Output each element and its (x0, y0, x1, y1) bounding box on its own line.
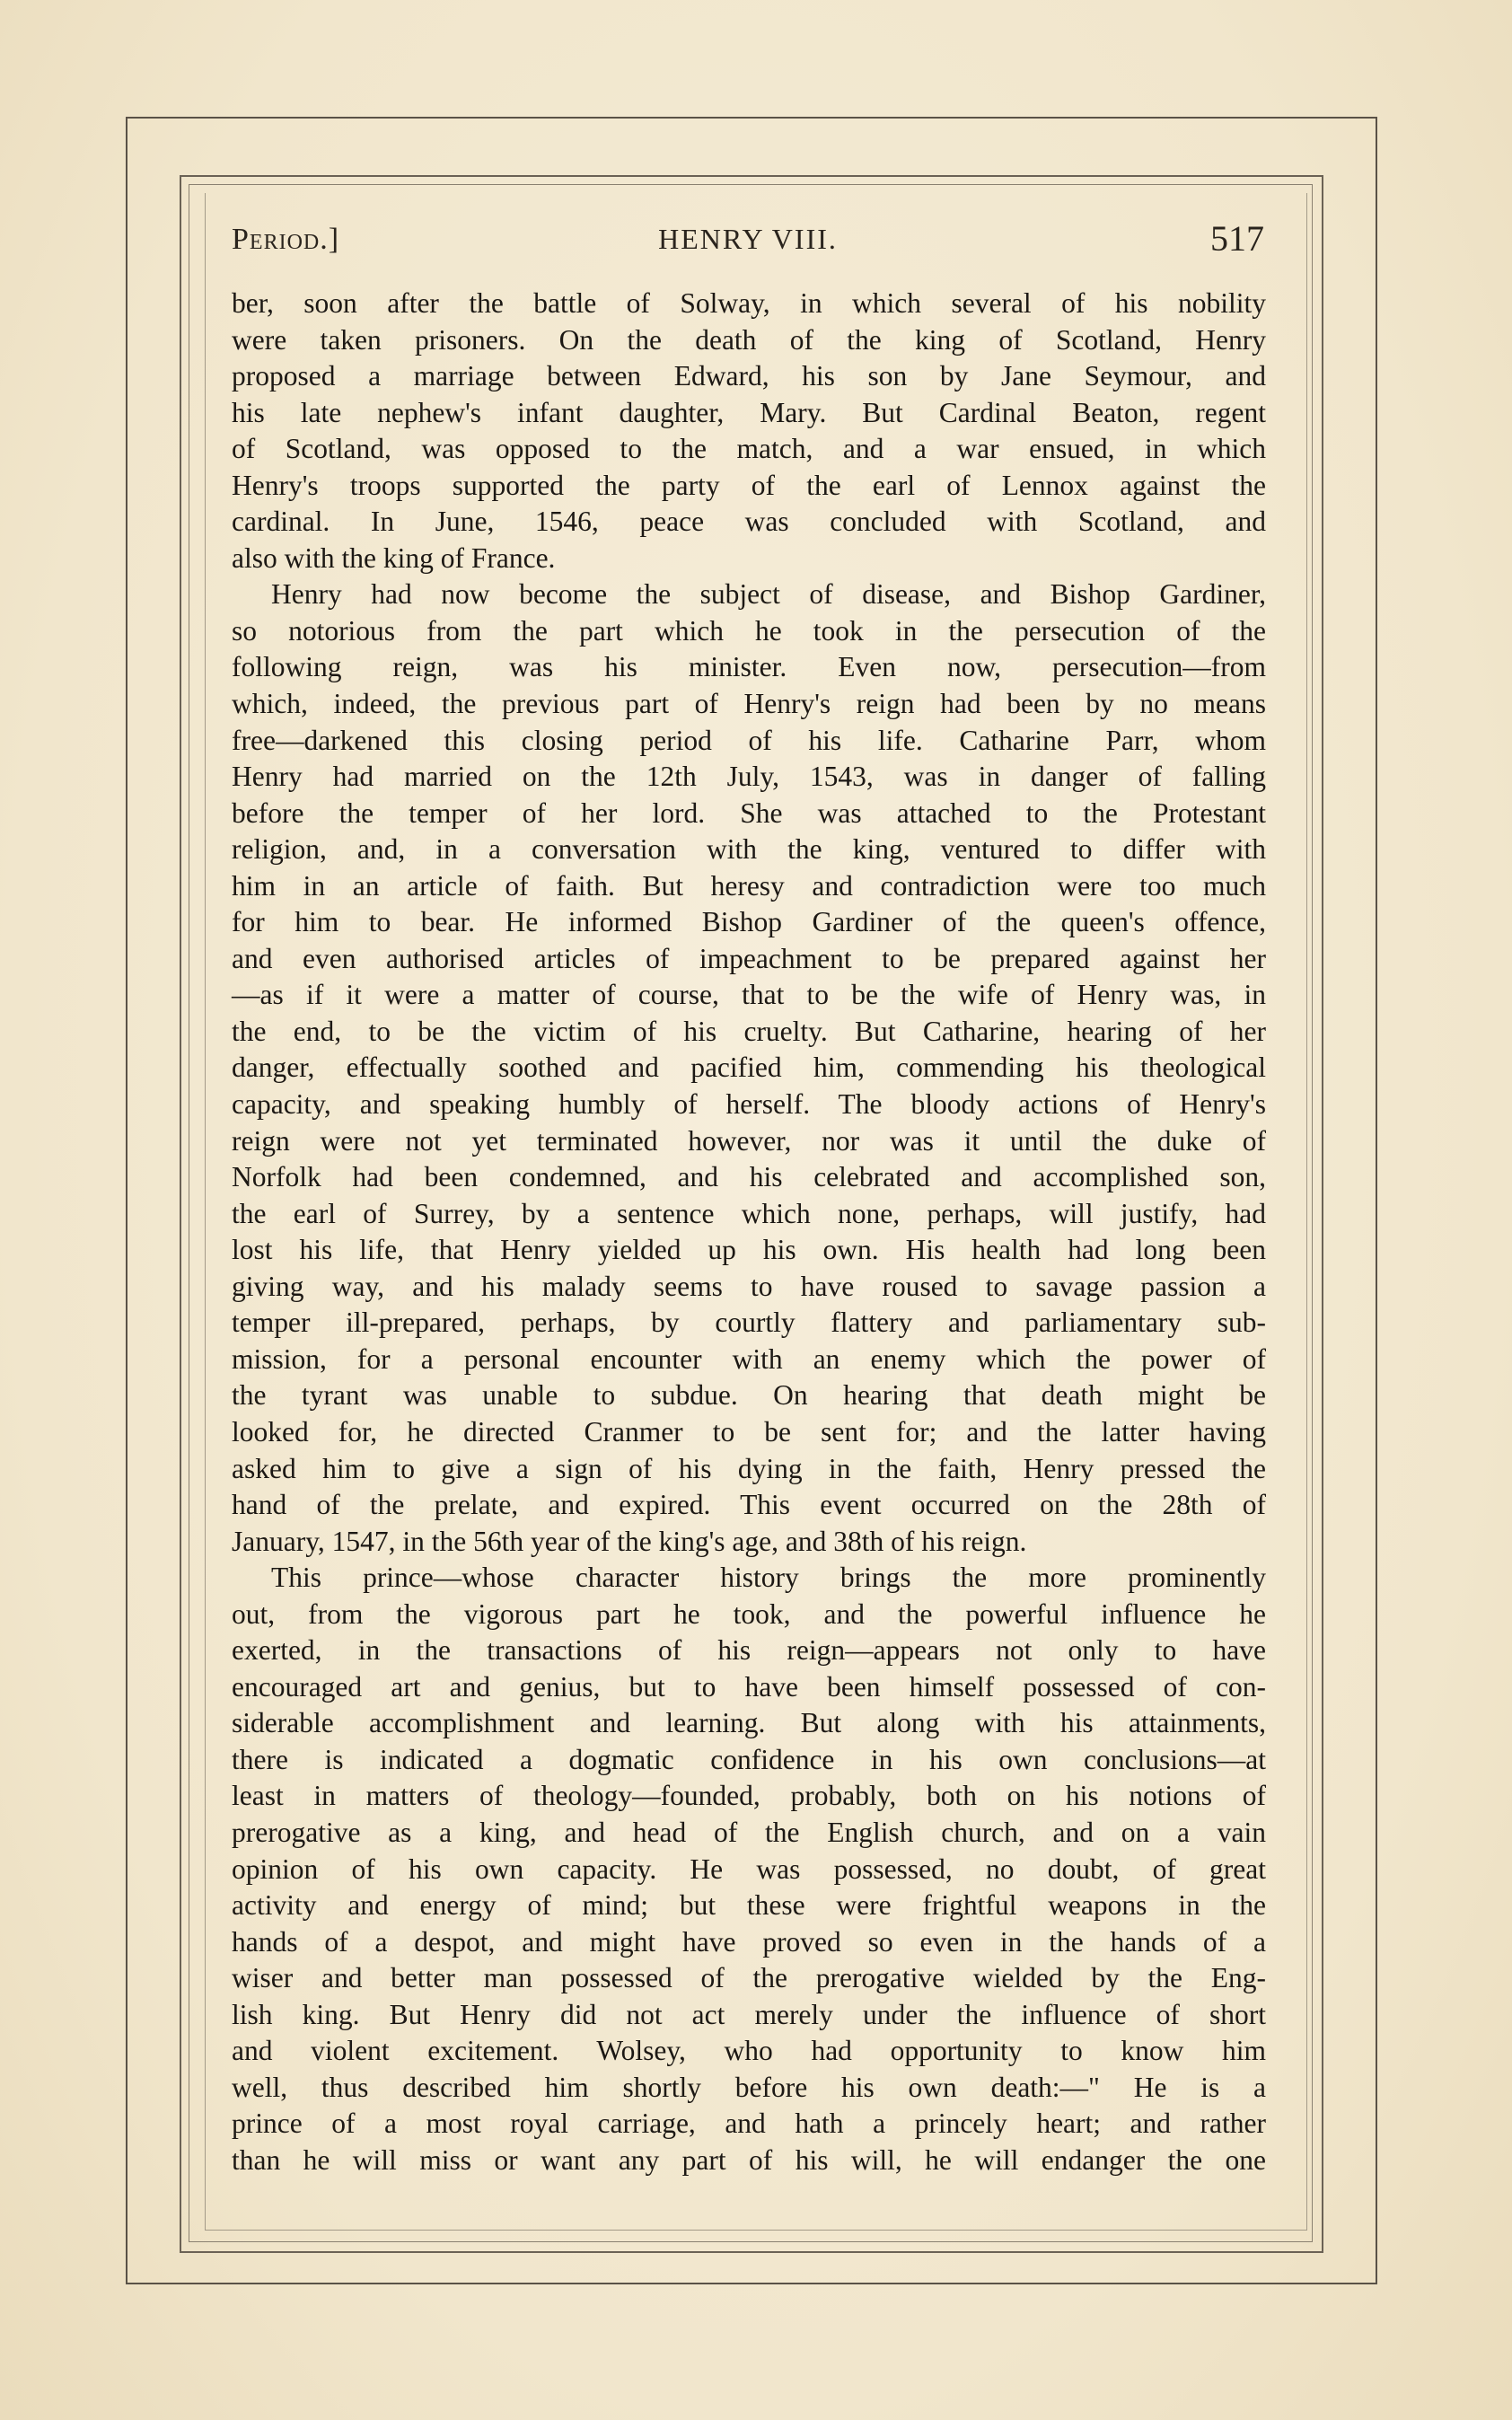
text-line: for him to bear. He informed Bishop Gardiner of the queen's offence, (232, 906, 1266, 938)
text-line: well, thus described him shortly before his own death:—" He is a (232, 2071, 1266, 2103)
text-line: so notorious from the part which he took in the persecution of the (232, 614, 1266, 647)
text-line: and even authorised articles of impeachment to be prepared against her (232, 942, 1266, 974)
text-line: the earl of Surrey, by a sentence which none, perhaps, will justify, had (232, 1197, 1266, 1229)
text-line: free—darkened this closing period of his life. Catharine Parr, whom (232, 724, 1266, 756)
text-line: the tyrant was unable to subdue. On hearing that death might be (232, 1379, 1266, 1412)
text-line: prerogative as a king, and head of the English church, and on a vain (232, 1816, 1266, 1848)
text-line: temper ill-prepared, perhaps, by courtly flattery and parliamentary sub- (232, 1307, 1266, 1339)
text-line: of Scotland, was opposed to the match, and a war ensued, in which (232, 433, 1266, 465)
text-line: which, indeed, the previous part of Henry's reign had been by no means (232, 688, 1266, 720)
text-line: activity and energy of mind; but these were frightful weapons in the (232, 1889, 1266, 1922)
text-line: Henry's troops supported the party of the earl of Lennox against the (232, 469, 1266, 501)
header-section-label: Period.] (232, 223, 340, 256)
text-line: January, 1547, in the 56th year of the king's age, and 38th of his reign. (232, 1525, 1027, 1557)
text-line: This prince—whose character history brings the more prominently (271, 1562, 1266, 1594)
text-line: cardinal. In June, 1546, peace was concluded with Scotland, and (232, 506, 1266, 538)
text-line: him in an article of faith. But heresy and contradiction were too much (232, 869, 1266, 902)
text-line: religion, and, in a conversation with the king, ventured to differ with (232, 833, 1266, 866)
text-line: there is indicated a dogmatic confidence in his own conclusions—at (232, 1743, 1266, 1775)
text-line: wiser and better man possessed of the prerogative wielded by the Eng- (232, 1962, 1266, 1994)
text-line: were taken prisoners. On the death of the king of Scotland, Henry (232, 323, 1266, 356)
text-line: lost his life, that Henry yielded up his own. His health had long been (232, 1234, 1266, 1266)
text-line: capacity, and speaking humbly of herself. The bloody actions of Henry's (232, 1088, 1266, 1121)
text-line: also with the king of France. (232, 541, 556, 574)
text-line: opinion of his own capacity. He was possessed, no doubt, of great (232, 1852, 1266, 1885)
text-line: Henry had married on the 12th July, 1543, was in danger of falling (232, 761, 1266, 793)
text-line: ber, soon after the battle of Solway, in which several of his nobility (232, 287, 1266, 319)
text-line: danger, effectually soothed and pacified him, commending his theological (232, 1052, 1266, 1084)
header-title: HENRY VIII. (658, 223, 838, 255)
text-line: his late nephew's infant daughter, Mary. But Cardinal Beaton, regent (232, 396, 1266, 428)
text-line: hands of a despot, and might have proved so even in the hands of a (232, 1925, 1266, 1958)
text-line: reign were not yet terminated however, nor was it until the duke of (232, 1124, 1266, 1157)
text-line: giving way, and his malady seems to have roused to savage passion a (232, 1270, 1266, 1302)
text-line: siderable accomplishment and learning. But along with his attainments, (232, 1707, 1266, 1739)
text-line: encouraged art and genius, but to have been himself possessed of con- (232, 1670, 1266, 1703)
text-line: lish king. But Henry did not act merely under the influence of short (232, 1998, 1266, 2030)
text-line: —as if it were a matter of course, that to be the wife of Henry was, in (232, 979, 1266, 1011)
running-header (232, 216, 1264, 260)
text-line: hand of the prelate, and expired. This event occurred on the 28th of (232, 1489, 1266, 1521)
text-line: looked for, he directed Cranmer to be sent for; and the latter having (232, 1415, 1266, 1448)
page-number: 517 (1210, 218, 1264, 259)
text-line: before the temper of her lord. She was attached to the Protestant (232, 796, 1266, 829)
text-line: prince of a most royal carriage, and hath a princely heart; and rather (232, 2108, 1266, 2140)
text-line: exerted, in the transactions of his reign—appears not only to have (232, 1634, 1266, 1667)
text-line: than he will miss or want any part of his will, he will endanger the one (232, 2143, 1266, 2176)
text-line: Norfolk had been condemned, and his celebrated and accomplished son, (232, 1161, 1266, 1193)
text-line: Henry had now become the subject of disease, and Bishop Gardiner, (271, 578, 1266, 611)
text-line: following reign, was his minister. Even now, persecution—from (232, 651, 1266, 683)
text-line: the end, to be the victim of his cruelty. But Catharine, hearing of her (232, 1015, 1266, 1047)
text-line: least in matters of theology—founded, probably, both on his notions of (232, 1780, 1266, 1812)
text-line: asked him to give a sign of his dying in the faith, Henry pressed the (232, 1452, 1266, 1484)
text-line: and violent excitement. Wolsey, who had opportunity to know him (232, 2035, 1266, 2067)
body-text (232, 286, 1266, 2178)
text-line: proposed a marriage between Edward, his son by Jane Seymour, and (232, 360, 1266, 392)
text-line: out, from the vigorous part he took, and the powerful influence he (232, 1597, 1266, 1630)
text-line: mission, for a personal encounter with an enemy which the power of (232, 1342, 1266, 1375)
